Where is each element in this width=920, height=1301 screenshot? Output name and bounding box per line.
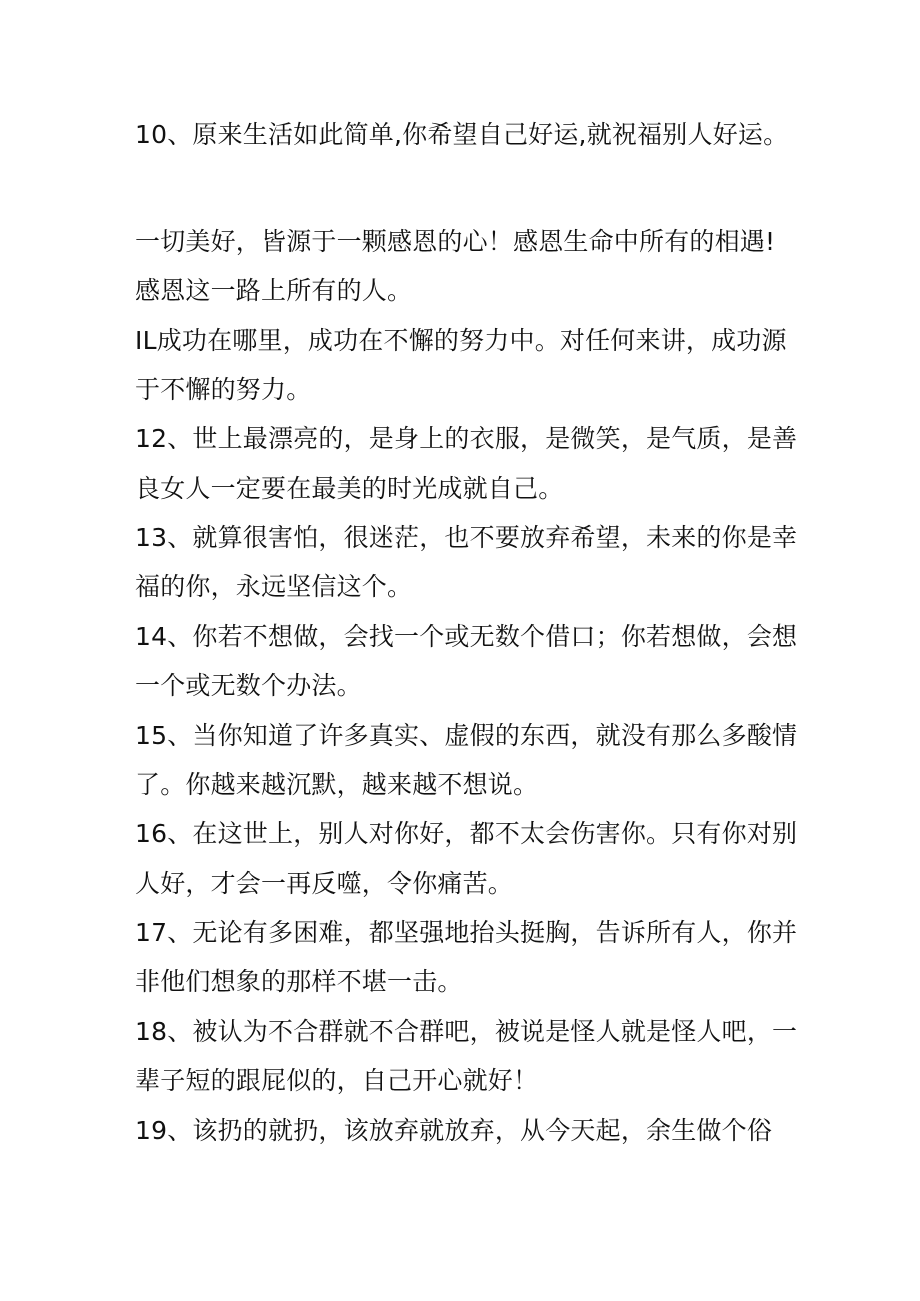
text-line: 福的你，永远坚信这个。 [135,572,413,601]
text-line: 人好，才会一再反噬，令你痛苦。 [135,869,514,898]
text-line: 良女人一定要在最美的时光成就自己。 [135,474,564,503]
text-line: 一个或无数个办法。 [135,671,362,700]
text-line: 10、原来生活如此简单,你希望自己好运,就祝福别人好运。 [135,120,789,149]
text-line: 16、在这世上，别人对你好，都不太会伤害你。只有你对别 [135,819,798,848]
text-line: 辈子短的跟屁似的，自己开心就好！ [135,1066,539,1095]
text-line: 13、就算很害怕，很迷茫，也不要放弃希望，未来的你是幸 [135,523,798,552]
text-line: 了。你越来越沉默，越来越不想说。 [135,770,539,799]
text-line: 17、无论有多困难，都坚强地抬头挺胸，告诉所有人，你并 [135,918,798,947]
text-line: 18、被认为不合群就不合群吧，被说是怪人就是怪人吧，一 [135,1017,798,1046]
text-line: 非他们想象的那样不堪一击。 [135,967,463,996]
text-line: 15、当你知道了许多真实、虚假的东西，就没有那么多酸情 [135,721,798,750]
text-line: IL成功在哪里，成功在不懈的努力中。对任何来讲，成功源 [135,326,787,355]
text-line: 12、世上最漂亮的，是身上的衣服，是微笑，是气质，是善 [135,424,798,453]
text-line: 一切美好，皆源于一颗感恩的心！感恩生命中所有的相遇! [135,227,776,256]
text-line: 于不懈的努力。 [135,375,312,404]
text-line: 19、该扔的就扔，该放弃就放弃，从今天起，余生做个俗 [135,1116,773,1145]
text-line: 14、你若不想做，会找一个或无数个借口；你若想做，会想 [135,622,798,651]
text-line: 感恩这一路上所有的人。 [135,276,413,305]
